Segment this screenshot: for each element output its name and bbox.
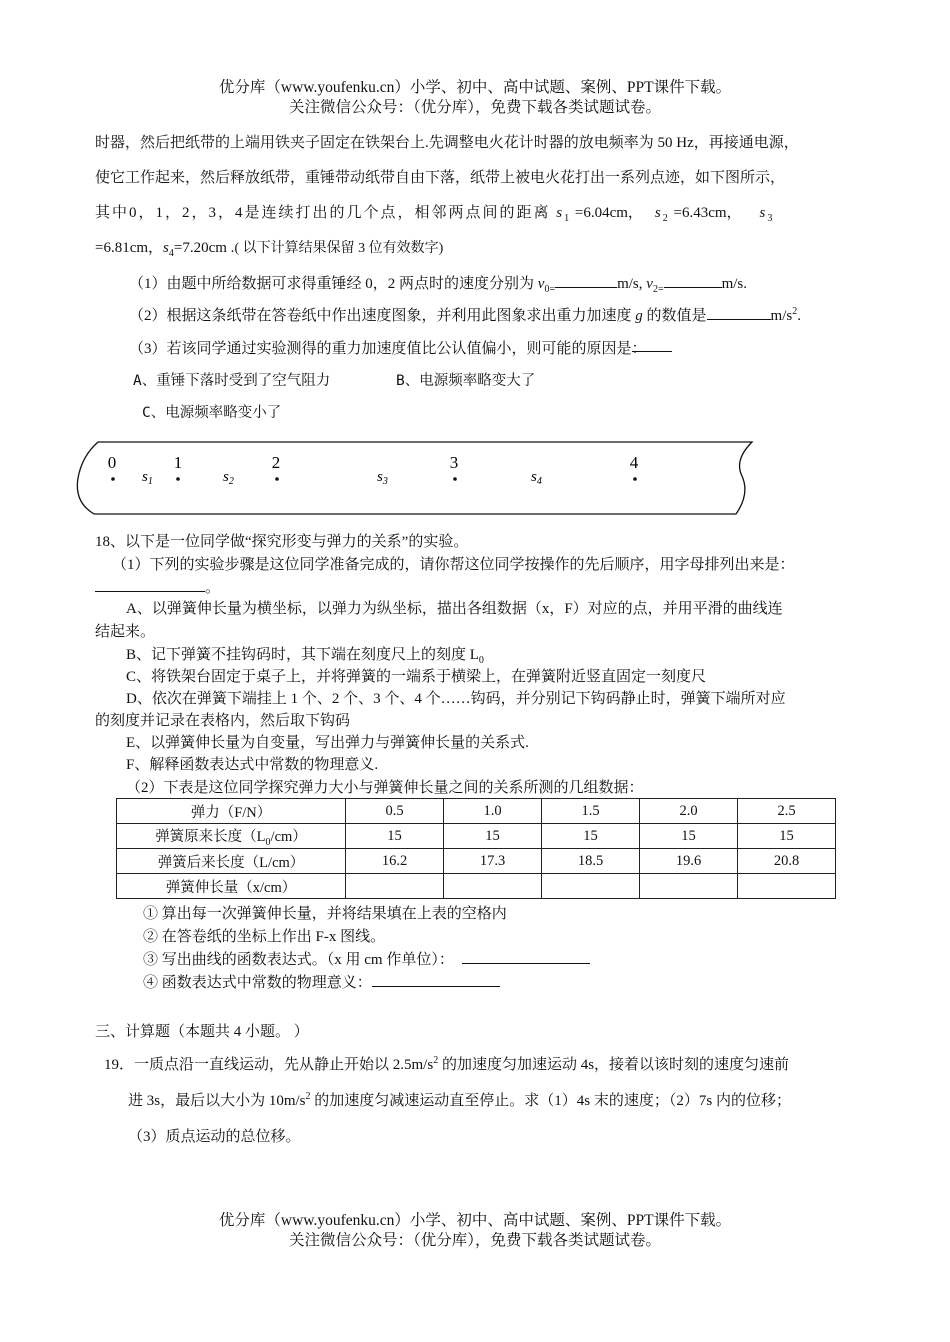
step-c: C、将铁架台固定于桌子上，并将弹簧的一端系于横梁上，在弹簧附近竖直固定一刻度尺 bbox=[126, 669, 707, 685]
point-label-4: 4 bbox=[629, 453, 639, 472]
option-c: C、电源频率略变小了 bbox=[142, 405, 282, 421]
q17-line-1: 时器，然后把纸带的上端用铁夹子固定在铁架台上.先调整电火花计时器的放电频率为 50 Hz，再接通电源， bbox=[95, 135, 799, 151]
s1-symbol: s bbox=[556, 205, 565, 221]
step-f: F、解释函数表达式中常数的物理意义. bbox=[126, 757, 379, 773]
table-cell: 15 bbox=[640, 824, 738, 849]
tape-dot-3 bbox=[453, 477, 457, 481]
s3-subscript: 3 bbox=[767, 213, 775, 224]
header-line-1: 优分库（www.youfenku.cn）小学、初中、高中试题、案例、PPT课件下载。 bbox=[218, 79, 732, 96]
v0-answer-blank[interactable] bbox=[555, 273, 617, 288]
q17-line-3-text: 其中0，1，2，3，4是连续打出的几个点，相邻两点间的距离 bbox=[95, 205, 557, 221]
table-cell: 2.5 bbox=[738, 799, 836, 824]
row-label-force: 弹力（F/N） bbox=[117, 799, 346, 824]
s4-value: =7.20cm . bbox=[173, 240, 235, 256]
item-3-text: ③ 写出曲线的函数表达式。（x 用 cm 作单位）： bbox=[143, 952, 454, 968]
q18-order-answer bbox=[95, 576, 220, 597]
s1-subscript: 1 bbox=[564, 213, 572, 224]
row-label-original-length: 弹簧原来长度$(L_0/cm)$ bbox=[117, 824, 346, 849]
g-symbol: g bbox=[635, 308, 643, 324]
s3-value: =6.81cm， bbox=[95, 240, 164, 256]
s2-value: =6.43cm， bbox=[669, 205, 742, 221]
tape-dot-0 bbox=[111, 477, 115, 481]
table-cell: 15 bbox=[346, 824, 444, 849]
tape-dot-1 bbox=[176, 477, 180, 481]
q17-sub-1 bbox=[129, 272, 747, 295]
s1-value: =6.04cm， bbox=[571, 205, 643, 221]
extension-answer-cell[interactable] bbox=[346, 874, 444, 899]
item-2: ② 在答卷纸的坐标上作出 F-x 图线。 bbox=[143, 929, 386, 945]
step-b bbox=[126, 643, 484, 666]
function-answer-blank[interactable] bbox=[462, 949, 590, 964]
extension-answer-cell[interactable] bbox=[542, 874, 640, 899]
q19-line-1-b: 的加速度匀加速运动 4s，接着以该时刻的速度匀速前 bbox=[438, 1057, 790, 1073]
tape-s1-label: $s_1$ bbox=[142, 469, 153, 487]
table-cell: 19.6 bbox=[640, 849, 738, 874]
q17-sub-3 bbox=[129, 337, 672, 358]
q19-line-2 bbox=[128, 1089, 791, 1110]
s2-symbol: s bbox=[654, 205, 663, 221]
extension-answer-cell[interactable] bbox=[640, 874, 738, 899]
g-answer-blank[interactable] bbox=[707, 305, 771, 320]
tape-dot-4 bbox=[633, 477, 637, 481]
table-cell: 15 bbox=[542, 824, 640, 849]
q19-line-2-a: 进 3s，最后以大小为 10m/s bbox=[128, 1093, 306, 1109]
table-cell: 2.0 bbox=[640, 799, 738, 824]
q19-sup-2: 2 bbox=[305, 1091, 311, 1102]
point-label-3: 3 bbox=[449, 453, 459, 472]
step-b-sub: 0 bbox=[478, 655, 484, 666]
step-b-text: B、记下弹簧不挂钩码时，其下端在刻度尺上的刻度 L bbox=[126, 647, 479, 663]
q19-line-1-a: 19．一质点沿一直线运动，先从静止开始以 2.5m/s bbox=[104, 1057, 434, 1073]
v0-subscript: 0= bbox=[544, 284, 556, 295]
tape-s2-label: $s_2$ bbox=[223, 469, 234, 487]
q17-line-3 bbox=[95, 201, 774, 224]
extension-answer-cell[interactable] bbox=[738, 874, 836, 899]
q18-title: 18、以下是一位同学做“探究形变与弹力的关系”的实验。 bbox=[95, 534, 469, 550]
reason-colon: ： bbox=[631, 341, 647, 357]
s2-subscript: 2 bbox=[662, 213, 670, 224]
q19-line-1 bbox=[104, 1053, 789, 1074]
v2-subscript: 2= bbox=[652, 284, 664, 295]
row-label-extension: 弹簧伸长量（x/cm） bbox=[117, 874, 346, 899]
table-cell: 18.5 bbox=[542, 849, 640, 874]
row-label-later-length: 弹簧后来长度（L/cm） bbox=[117, 849, 346, 874]
section-3-title: 三、计算题（本题共 4 小题。 ） bbox=[95, 1024, 309, 1040]
footer-line-2: 关注微信公众号：（优分库），免费下载各类试题试卷。 bbox=[288, 1232, 661, 1249]
step-d-line-2: 的刻度并记录在表格内，然后取下钩码 bbox=[95, 713, 351, 729]
table-cell: 1.0 bbox=[444, 799, 542, 824]
g-unit: m/s bbox=[770, 308, 793, 324]
order-answer-blank[interactable] bbox=[95, 577, 205, 592]
s3-symbol: s bbox=[759, 205, 768, 221]
table-cell: 16.2 bbox=[346, 849, 444, 874]
table-cell: 1.5 bbox=[542, 799, 640, 824]
q18-part-2: （2）下表是这位同学探究弹力大小与弹簧伸长量之间的关系所测的几组数据： bbox=[126, 780, 644, 796]
footer-line-1: 优分库（www.youfenku.cn）小学、初中、高中试题、案例、PPT课件下载。 bbox=[218, 1212, 732, 1229]
step-e: E、以弹簧伸长量为自变量，写出弹力与弹簧伸长量的关系式. bbox=[126, 735, 529, 751]
table-cell: 20.8 bbox=[738, 849, 836, 874]
point-label-2: 2 bbox=[271, 453, 281, 472]
paper-tape-figure bbox=[70, 436, 770, 526]
spring-data-table bbox=[116, 798, 836, 899]
step-d-line-1: D、依次在弹簧下端挂上 1 个、2 个、3 个、4 个……钩码，并分别记下钩码静止时，弹簧下端所对应 bbox=[126, 691, 786, 707]
table-row-later-length bbox=[117, 849, 836, 874]
point-label-1: 1 bbox=[173, 453, 183, 472]
sub1-text: （1）由题中所给数据可求得重锤经 0，2 两点时的速度分别为 bbox=[129, 276, 538, 292]
q17-line-4 bbox=[95, 236, 443, 259]
point-label-0: 0 bbox=[107, 453, 117, 472]
option-b: B、电源频率略变大了 bbox=[396, 373, 536, 389]
tape-s3-label: $s_3$ bbox=[377, 469, 388, 487]
sub3-text: （3）若该同学通过实验测得的重力加速度值比公认值偏小，则可能的原因是 bbox=[129, 341, 632, 357]
meaning-answer-blank[interactable] bbox=[372, 972, 500, 987]
g-unit-sup: 2 bbox=[792, 306, 798, 317]
item-3 bbox=[143, 948, 590, 969]
v2-answer-blank[interactable] bbox=[664, 273, 722, 288]
step-a-line-2: 结起来。 bbox=[95, 624, 156, 640]
table-row-original-length bbox=[117, 824, 836, 849]
item-4 bbox=[143, 971, 500, 992]
v0-symbol: v bbox=[537, 276, 545, 292]
header-line-2: 关注微信公众号：（优分库），免费下载各类试题试卷。 bbox=[288, 99, 661, 116]
q19-line-3: （3）质点运动的总位移。 bbox=[128, 1129, 301, 1145]
sub2-text-b: 的数值是 bbox=[642, 308, 707, 324]
v0-unit: m/s, bbox=[617, 276, 647, 292]
q17-sub-2 bbox=[129, 304, 801, 325]
s4-symbol: s bbox=[163, 240, 169, 256]
table-cell: 15 bbox=[444, 824, 542, 849]
item-4-text: ④ 函数表达式中常数的物理意义： bbox=[143, 975, 372, 991]
precision-note: ( 以下计算结果保留 3 位有效数字) bbox=[234, 241, 444, 256]
table-cell: 15 bbox=[738, 824, 836, 849]
tape-s4-label: $s_4$ bbox=[531, 469, 542, 487]
sub2-text: （2）根据这条纸带在答卷纸中作出速度图象，并利用此图象求出重力加速度 bbox=[129, 308, 636, 324]
v2-unit: m/s. bbox=[721, 276, 748, 292]
q19-sup-1: 2 bbox=[433, 1055, 439, 1066]
step-a-line-1: A、以弹簧伸长量为横坐标，以弹力为纵坐标，描出各组数据（x，F）对应的点，并用平滑的曲线连 bbox=[126, 601, 783, 617]
option-a: A、重锤下落时受到了空气阻力 bbox=[133, 373, 331, 389]
table-cell: 0.5 bbox=[346, 799, 444, 824]
q18-intro-end: 。 bbox=[205, 580, 221, 596]
extension-answer-cell[interactable] bbox=[444, 874, 542, 899]
table-cell: 17.3 bbox=[444, 849, 542, 874]
table-row-force bbox=[117, 799, 836, 824]
table-row-extension bbox=[117, 874, 836, 899]
s4-subscript: 4 bbox=[168, 248, 174, 259]
v2-symbol: v bbox=[646, 276, 653, 292]
q18-intro: （1）下列的实验步骤是这位同学准备完成的，请你帮这位同学按操作的先后顺序，用字母排列出来是： bbox=[112, 557, 795, 573]
q19-line-2-b: 的加速度匀减速运动直至停止。求（1）4s 末的速度；（2）7s 内的位移； bbox=[310, 1093, 791, 1109]
item-1: ① 算出每一次弹簧伸长量，并将结果填在上表的空格内 bbox=[143, 906, 507, 922]
q17-line-2: 使它工作起来，然后释放纸带，重锤带动纸带自由下落，纸带上被电火花打出一系列点迹，如下图所示， bbox=[95, 170, 786, 186]
g-unit-end: . bbox=[797, 308, 801, 324]
reason-answer-blank[interactable] bbox=[631, 337, 672, 357]
tape-dot-2 bbox=[275, 477, 279, 481]
